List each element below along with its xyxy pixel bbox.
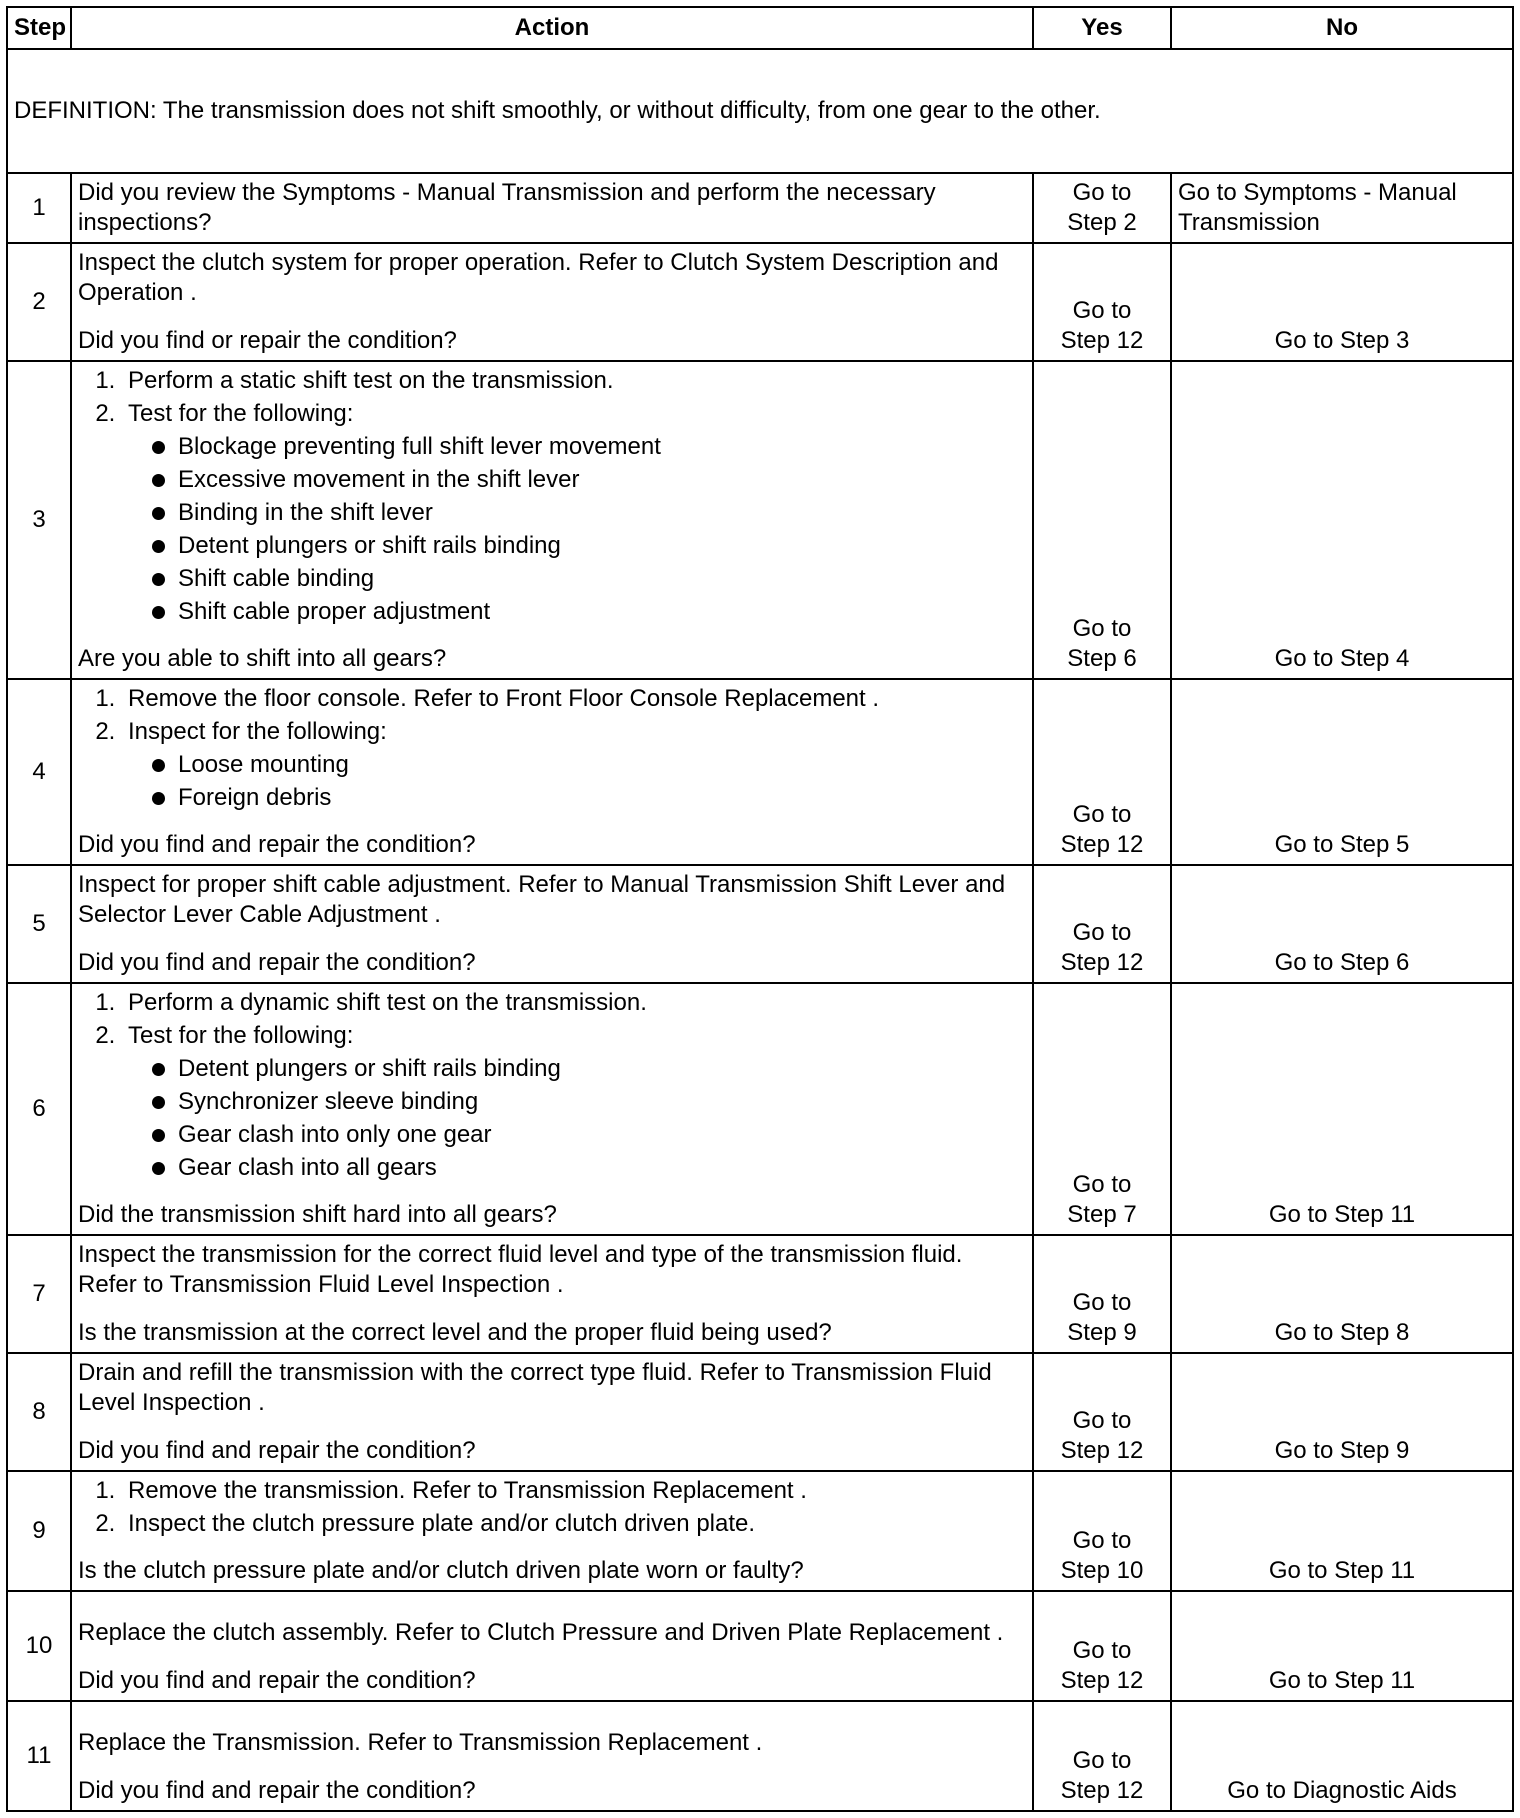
- action-cell: [71, 865, 1033, 983]
- yes-cell: Go to Step 2: [1033, 173, 1171, 243]
- action-cell: [71, 983, 1033, 1235]
- table-row: [7, 361, 1513, 679]
- table-row: [7, 1591, 1513, 1701]
- action-instruction: Inspect for proper shift cable adjustment. Refer to Manual Transmission Shift Lever and Selector Lever Cable Adjustment .: [78, 871, 1006, 928]
- table-row: [7, 1701, 1513, 1811]
- no-cell: Go to Step 8: [1171, 1235, 1513, 1353]
- table-row: [7, 983, 1513, 1235]
- numbered-list: [78, 1476, 1026, 1542]
- bullet-item: Foreign debris: [178, 783, 1026, 813]
- no-cell: Go to Step 5: [1171, 679, 1513, 865]
- bullet-item: Detent plungers or shift rails binding: [178, 531, 1026, 561]
- no-cell: Go to Step 9: [1171, 1353, 1513, 1471]
- action-cell: [71, 1471, 1033, 1591]
- bullet-item: Synchronizer sleeve binding: [178, 1087, 1026, 1117]
- numbered-item-text: Perform a dynamic shift test on the transmission.: [128, 989, 647, 1016]
- action-content: [78, 178, 1026, 238]
- no-cell: Go to Step 11: [1171, 1591, 1513, 1701]
- numbered-item: [122, 1509, 1026, 1539]
- action-cell: [71, 1701, 1033, 1811]
- yes-cell: Go to Step 12: [1033, 1701, 1171, 1811]
- header-no: No: [1171, 7, 1513, 49]
- no-cell: Go to Step 4: [1171, 361, 1513, 679]
- action-question: Is the clutch pressure plate and/or clutch driven plate worn or faulty?: [78, 1557, 804, 1584]
- action-question: Did you find and repair the condition?: [78, 949, 476, 976]
- step-number: 2: [7, 243, 71, 361]
- step-number: 10: [7, 1591, 71, 1701]
- numbered-item-text: Test for the following:: [128, 400, 354, 427]
- numbered-item-text: Test for the following:: [128, 1022, 354, 1049]
- numbered-item: [122, 988, 1026, 1018]
- action-question: Did you find and repair the condition?: [78, 831, 476, 858]
- numbered-item-text: Inspect the clutch pressure plate and/or clutch driven plate.: [128, 1510, 756, 1537]
- bullet-item: Excessive movement in the shift lever: [178, 465, 1026, 495]
- action-question: Did you find and repair the condition?: [78, 1777, 476, 1804]
- yes-cell: Go to Step 12: [1033, 679, 1171, 865]
- bullet-item: Gear clash into all gears: [178, 1153, 1026, 1183]
- no-cell: Go to Step 6: [1171, 865, 1513, 983]
- header-yes: Yes: [1033, 7, 1171, 49]
- no-cell: Go to Diagnostic Aids: [1171, 1701, 1513, 1811]
- yes-cell: Go to Step 12: [1033, 1591, 1171, 1701]
- step-number: 3: [7, 361, 71, 679]
- action-cell: [71, 1235, 1033, 1353]
- bullet-list: [128, 1054, 1026, 1183]
- bullet-item: Shift cable proper adjustment: [178, 597, 1026, 627]
- action-content: [78, 1476, 1026, 1586]
- action-content: [78, 1728, 1026, 1806]
- action-instruction: Inspect the transmission for the correct fluid level and type of the transmission fluid. Refer to Transmission Fluid Level Inspection .: [78, 1241, 963, 1298]
- numbered-item: [122, 684, 1026, 714]
- numbered-list: [78, 988, 1026, 1186]
- header-action: Action: [71, 7, 1033, 49]
- action-content: [78, 988, 1026, 1230]
- definition-row: [7, 49, 1513, 173]
- action-instruction: Replace the Transmission. Refer to Transmission Replacement .: [78, 1729, 763, 1756]
- action-cell: [71, 173, 1033, 243]
- action-content: [78, 684, 1026, 860]
- action-instruction: Replace the clutch assembly. Refer to Clutch Pressure and Driven Plate Replacement .: [78, 1619, 1004, 1646]
- step-number: 7: [7, 1235, 71, 1353]
- action-instruction: Drain and refill the transmission with the correct type fluid. Refer to Transmission Fluid Level Inspection .: [78, 1359, 992, 1416]
- yes-cell: Go to Step 12: [1033, 1353, 1171, 1471]
- action-instruction: Did you review the Symptoms - Manual Transmission and perform the necessary inspections?: [78, 179, 936, 236]
- action-question: Did the transmission shift hard into all gears?: [78, 1201, 557, 1228]
- table-row: [7, 1235, 1513, 1353]
- no-cell: Go to Step 3: [1171, 243, 1513, 361]
- yes-cell: Go to Step 12: [1033, 243, 1171, 361]
- bullet-list: [128, 432, 1026, 627]
- no-cell: Go to Step 11: [1171, 983, 1513, 1235]
- table-row: [7, 679, 1513, 865]
- action-content: [78, 248, 1026, 356]
- step-number: 1: [7, 173, 71, 243]
- table-row: [7, 1471, 1513, 1591]
- action-question: Is the transmission at the correct level and the proper fluid being used?: [78, 1319, 832, 1346]
- action-content: [78, 1240, 1026, 1348]
- diagnostic-table: [6, 6, 1514, 1812]
- action-cell: [71, 1353, 1033, 1471]
- table-row: [7, 865, 1513, 983]
- step-number: 5: [7, 865, 71, 983]
- action-content: [78, 1358, 1026, 1466]
- action-question: Did you find and repair the condition?: [78, 1437, 476, 1464]
- yes-cell: Go to Step 12: [1033, 865, 1171, 983]
- bullet-item: Binding in the shift lever: [178, 498, 1026, 528]
- bullet-list: [128, 750, 1026, 813]
- action-cell: [71, 361, 1033, 679]
- bullet-item: Blockage preventing full shift lever movement: [178, 432, 1026, 462]
- header-row: [7, 7, 1513, 49]
- yes-cell: Go to Step 10: [1033, 1471, 1171, 1591]
- table-row: [7, 1353, 1513, 1471]
- yes-cell: Go to Step 6: [1033, 361, 1171, 679]
- yes-cell: Go to Step 9: [1033, 1235, 1171, 1353]
- numbered-item-text: Perform a static shift test on the transmission.: [128, 367, 614, 394]
- definition-text: DEFINITION: The transmission does not shift smoothly, or without difficulty, from one gear to the other.: [7, 49, 1513, 173]
- step-number: 8: [7, 1353, 71, 1471]
- action-content: [78, 366, 1026, 674]
- numbered-item: [122, 366, 1026, 396]
- numbered-item: [122, 399, 1026, 627]
- action-content: [78, 1618, 1026, 1696]
- no-cell: Go to Step 11: [1171, 1471, 1513, 1591]
- no-cell: Go to Symptoms - Manual Transmission: [1171, 173, 1513, 243]
- bullet-item: Shift cable binding: [178, 564, 1026, 594]
- action-cell: [71, 679, 1033, 865]
- numbered-item-text: Remove the transmission. Refer to Transmission Replacement .: [128, 1477, 807, 1504]
- yes-cell: Go to Step 7: [1033, 983, 1171, 1235]
- bullet-item: Loose mounting: [178, 750, 1026, 780]
- action-cell: [71, 1591, 1033, 1701]
- step-number: 11: [7, 1701, 71, 1811]
- numbered-item-text: Inspect for the following:: [128, 718, 387, 745]
- action-question: Did you find and repair the condition?: [78, 1667, 476, 1694]
- action-question: Are you able to shift into all gears?: [78, 645, 447, 672]
- numbered-list: [78, 366, 1026, 630]
- action-instruction: Inspect the clutch system for proper operation. Refer to Clutch System Description and Operation .: [78, 249, 999, 306]
- table-row: [7, 173, 1513, 243]
- numbered-item: [122, 1476, 1026, 1506]
- step-number: 9: [7, 1471, 71, 1591]
- bullet-item: Detent plungers or shift rails binding: [178, 1054, 1026, 1084]
- table-body: [7, 49, 1513, 1811]
- table-row: [7, 243, 1513, 361]
- action-question: Did you find or repair the condition?: [78, 327, 457, 354]
- bullet-item: Gear clash into only one gear: [178, 1120, 1026, 1150]
- action-content: [78, 870, 1026, 978]
- step-number: 6: [7, 983, 71, 1235]
- action-cell: [71, 243, 1033, 361]
- numbered-item: [122, 1021, 1026, 1183]
- numbered-item: [122, 717, 1026, 813]
- header-step: Step: [7, 7, 71, 49]
- numbered-item-text: Remove the floor console. Refer to Front Floor Console Replacement .: [128, 685, 880, 712]
- numbered-list: [78, 684, 1026, 816]
- step-number: 4: [7, 679, 71, 865]
